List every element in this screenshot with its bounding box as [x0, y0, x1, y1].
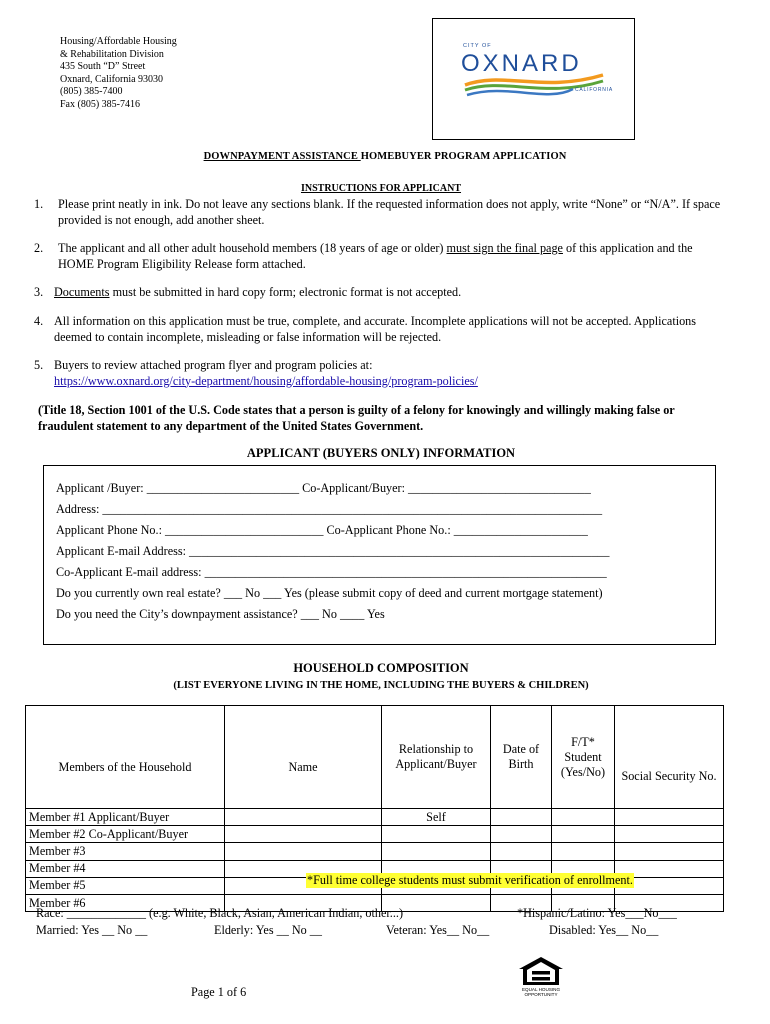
- member-label: Member #2 Co-Applicant/Buyer: [26, 826, 225, 843]
- address-line: Housing/Affordable Housing: [60, 36, 177, 47]
- ssn-cell[interactable]: [615, 809, 724, 826]
- item-number: 1.: [34, 197, 44, 211]
- member-label: Member #5: [26, 877, 225, 894]
- instruction-item: [34, 314, 730, 346]
- column-header: F/T* Student (Yes/No): [552, 706, 615, 809]
- agency-address: [60, 36, 177, 112]
- document-title: [0, 151, 770, 162]
- logo-name: OXNARD: [461, 50, 582, 77]
- city-logo: [432, 18, 635, 140]
- household-section-title: HOUSEHOLD COMPOSITION: [293, 661, 469, 675]
- address-line: (805) 385-7400: [60, 86, 123, 98]
- item-text-part: Buyers to review attached program flyer and program policies at:: [54, 358, 373, 372]
- page-number: Page 1 of 6: [191, 985, 247, 999]
- dob-cell[interactable]: [491, 826, 552, 843]
- married-field[interactable]: Married: Yes __ No __: [36, 923, 148, 937]
- own-real-estate-field[interactable]: Do you currently own real estate? ___ No ___ Yes (please submit copy of deed and current mortgage statement): [56, 586, 603, 600]
- item-text: [54, 358, 730, 389]
- dob-cell[interactable]: [491, 843, 552, 860]
- dob-cell[interactable]: [491, 809, 552, 826]
- ssn-cell[interactable]: [615, 826, 724, 843]
- co-applicant-email-field[interactable]: Co-Applicant E-mail address: __________________________________________________________________: [56, 565, 607, 579]
- column-header: Members of the Household: [26, 706, 225, 809]
- item-text-part: of this application and the HOME Program Eligibility Release form attached.: [58, 241, 693, 271]
- logo-state: CALIFORNIA: [575, 87, 614, 93]
- item-number: 3.: [34, 285, 44, 299]
- member-label: Member #6: [26, 894, 225, 911]
- eho-text-1: EQUAL HOUSING: [521, 987, 561, 992]
- program-policies-link[interactable]: https://www.oxnard.org/city-department/housing/affordable-housing/program-policies/: [54, 373, 478, 388]
- applicant-email-field[interactable]: Applicant E-mail Address: _____________________________________________________________________: [56, 544, 610, 558]
- table-header-row: [26, 706, 724, 809]
- hispanic-field[interactable]: *Hispanic/Latino: Yes___No___: [517, 906, 677, 920]
- veteran-field[interactable]: Veteran: Yes__ No__: [386, 923, 490, 937]
- name-cell[interactable]: [225, 809, 382, 826]
- student-cell[interactable]: [552, 826, 615, 843]
- household-subtitle: (LIST EVERYONE LIVING IN THE HOME, INCLUDING THE BUYERS & CHILDREN): [173, 680, 589, 691]
- instruction-item: [34, 197, 730, 229]
- address-line: Oxnard, California 93030: [60, 73, 164, 85]
- phone-field[interactable]: Applicant Phone No.: __________________________ Co-Applicant Phone No.: ______________________: [56, 523, 588, 537]
- item-text: [54, 285, 730, 301]
- address-line: Fax (805) 385-7416: [60, 98, 140, 110]
- member-label: Member #1 Applicant/Buyer: [26, 809, 225, 826]
- table-row: [26, 809, 724, 826]
- logo-city-of: CITY OF: [463, 43, 492, 49]
- title-underlined: DOWNPAYMENT ASSISTANCE: [203, 151, 361, 162]
- column-header: Social Security No.: [615, 706, 724, 809]
- item-text: All information on this application must be true, complete, and accurate. Incomplete applications will not be accepted. Applications deemed to contain incomplete, misleading or false information will be rejected.: [54, 314, 697, 344]
- name-cell[interactable]: [225, 826, 382, 843]
- item-text-part: must be submitted in hard copy form; electronic format is not accepted.: [109, 285, 462, 299]
- column-header: Date of Birth: [491, 706, 552, 809]
- student-footnote: *Full time college students must submit verification of enrollment.: [307, 873, 633, 887]
- disabled-field[interactable]: Disabled: Yes__ No__: [549, 923, 659, 937]
- equal-housing-logo: [515, 955, 567, 997]
- applicant-info-box: [43, 465, 716, 645]
- member-label: Member #4: [26, 860, 225, 877]
- table-row: [26, 843, 724, 860]
- instructions-heading: INSTRUCTIONS FOR APPLICANT: [300, 183, 462, 194]
- item-number: 5.: [34, 358, 44, 372]
- applicant-section-title: APPLICANT (BUYERS ONLY) INFORMATION: [246, 446, 516, 460]
- member-label: Member #3: [26, 843, 225, 860]
- item-text: [58, 241, 730, 272]
- item-text-part: The applicant and all other adult household members (18 years of age or older): [58, 241, 447, 255]
- title-rest: HOMEBUYER PROGRAM APPLICATION: [360, 151, 567, 162]
- column-header: Name: [225, 706, 382, 809]
- eho-text-2: OPPORTUNITY: [524, 992, 558, 997]
- ssn-cell[interactable]: [615, 843, 724, 860]
- address-line: & Rehabilitation Division: [60, 48, 164, 60]
- table-row: [26, 826, 724, 843]
- item-text-underlined: must sign the final page: [446, 241, 563, 255]
- relationship-cell[interactable]: [382, 826, 491, 843]
- elderly-field[interactable]: Elderly: Yes __ No __: [214, 923, 322, 937]
- item-number: 2.: [34, 241, 44, 255]
- instruction-item: [34, 241, 730, 273]
- instruction-item: [34, 285, 730, 301]
- race-field[interactable]: Race: _____________ (e.g. White, Black, Asian, American Indian, other...): [36, 906, 404, 920]
- student-cell[interactable]: [552, 809, 615, 826]
- applicant-buyer-field[interactable]: Applicant /Buyer: _________________________ Co-Applicant/Buyer: ______________________________: [56, 481, 591, 495]
- column-header: Relationship to Applicant/Buyer: [382, 706, 491, 809]
- address-field[interactable]: Address: __________________________________________________________________________________: [56, 502, 603, 516]
- address-line: 435 South “D” Street: [60, 61, 146, 73]
- oxnard-logo-icon: [433, 19, 634, 139]
- student-cell[interactable]: [552, 843, 615, 860]
- name-cell[interactable]: [225, 843, 382, 860]
- need-assistance-field[interactable]: Do you need the City’s downpayment assistance? ___ No ____ Yes: [56, 607, 385, 621]
- relationship-cell[interactable]: [382, 843, 491, 860]
- item-text-underlined: Documents: [54, 285, 110, 299]
- item-text: Please print neatly in ink. Do not leave any sections blank. If the requested information does not apply, write “None” or “N/A”. If space provided is not enough, add another sheet.: [58, 197, 721, 227]
- equal-housing-icon: [515, 955, 567, 997]
- instruction-item: [34, 358, 730, 390]
- item-number: 4.: [34, 314, 44, 328]
- relationship-cell[interactable]: Self: [382, 809, 491, 826]
- legal-warning: (Title 18, Section 1001 of the U.S. Code states that a person is guilty of a felony for knowingly and willingly making false or fraudulent statement to any department of the United States Government.: [38, 403, 675, 433]
